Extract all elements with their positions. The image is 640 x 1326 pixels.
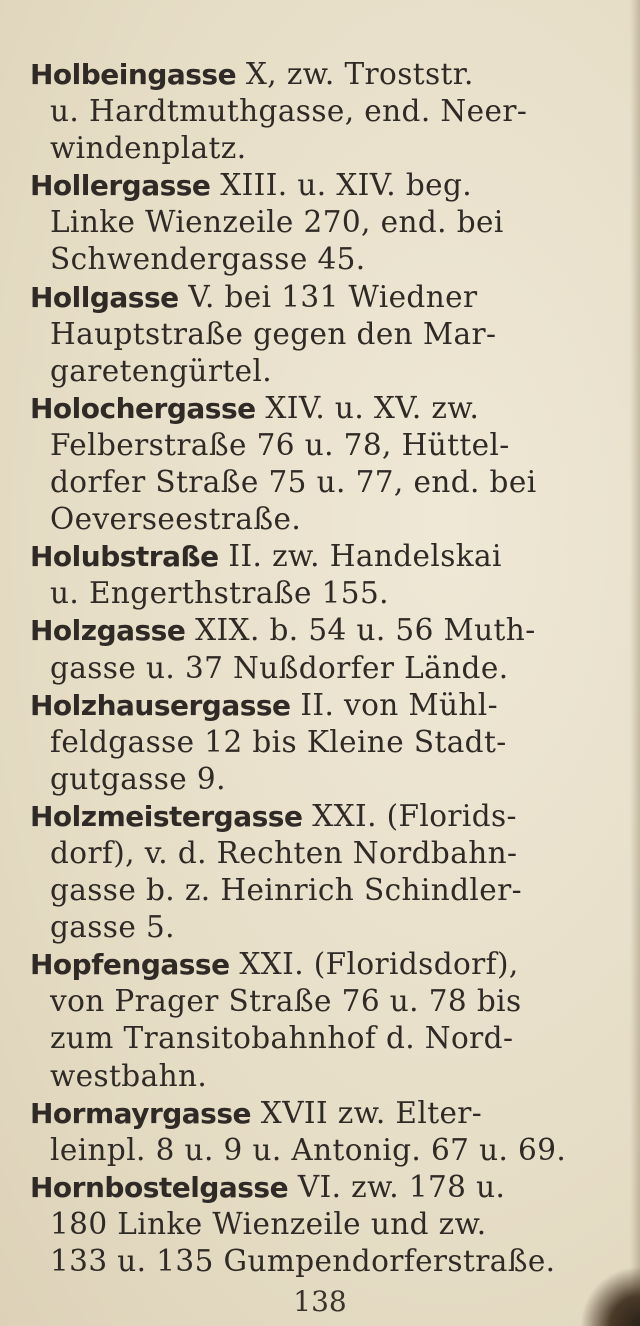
- directory-entry: [30, 687, 615, 798]
- street-name: Holubstraße: [30, 540, 219, 574]
- directory-entry: [30, 798, 615, 946]
- street-name: Hollergasse: [30, 169, 211, 203]
- street-name: Holbeingasse: [30, 58, 237, 91]
- entry-text: XIII. u. XIV. beg.: [210, 168, 473, 203]
- entry-text: Linke Wienzeile 270, end. bei: [50, 205, 504, 240]
- entry-text: XIV. u. XV. zw.: [255, 390, 480, 425]
- entry-text: XVII zw. Elter-: [251, 1095, 483, 1130]
- entry-text: gasse u. 37 Nußdorfer Lände.: [50, 650, 509, 685]
- page-edge-shadow: [630, 0, 640, 1326]
- entry-text: VI. zw. 178 u.: [288, 1169, 506, 1204]
- entry-text: X, zw. Troststr.: [236, 57, 474, 91]
- street-name: Hollgasse: [30, 280, 179, 314]
- entry-text: leinpl. 8 u. 9 u. Antonig. 67 u. 69.: [50, 1132, 567, 1167]
- entry-text: gasse 5.: [50, 910, 175, 945]
- street-name: Holochergasse: [30, 391, 256, 425]
- entry-text: II. von Mühl-: [290, 687, 499, 722]
- entry-text: windenplatz.: [50, 131, 247, 166]
- directory-entry: [30, 390, 615, 538]
- entry-text: XXI. (Florids-: [302, 798, 517, 833]
- street-name: Holzhausergasse: [30, 688, 291, 722]
- entry-text: Schwendergasse 45.: [50, 242, 366, 277]
- entry-text: dorf), v. d. Rechten Nordbahn-: [50, 835, 518, 870]
- entry-text: gasse b. z. Heinrich Schindler-: [50, 873, 522, 908]
- directory-entry: [30, 1169, 615, 1280]
- entry-text: zum Transitobahnhof d. Nord-: [50, 1021, 514, 1056]
- page-number: 138: [293, 1285, 347, 1318]
- entry-text: u. Hardtmuthgasse, end. Neer-: [50, 94, 528, 129]
- entry-text: 180 Linke Wienzeile und zw.: [50, 1206, 487, 1241]
- entry-text: V. bei 131 Wiedner: [178, 279, 478, 314]
- entry-text: feldgasse 12 bis Kleine Stadt-: [50, 724, 507, 759]
- directory-entry: [30, 167, 615, 278]
- directory-entry: [30, 538, 615, 612]
- entry-text: gutgasse 9.: [50, 761, 226, 796]
- street-name: Hornbostelgasse: [30, 1170, 289, 1204]
- directory-entry: [30, 279, 615, 390]
- entry-text: Oeverseestraße.: [50, 502, 302, 537]
- page-corner-shadow: [580, 1266, 640, 1326]
- entry-text: Hauptstraße gegen den Mar-: [50, 316, 497, 351]
- directory-entry: [30, 946, 615, 1094]
- entry-text: Felberstraße 76 u. 78, Hüttel-: [50, 427, 510, 462]
- entry-text: von Prager Straße 76 u. 78 bis: [50, 984, 522, 1019]
- directory-entry: [30, 612, 615, 686]
- street-directory: [30, 56, 615, 1280]
- entry-text: II. zw. Handelskai: [218, 539, 502, 574]
- directory-entry: [30, 1095, 615, 1169]
- entry-text: westbahn.: [50, 1058, 208, 1093]
- entry-text: garetengürtel.: [50, 353, 273, 388]
- entry-text: u. Engerthstraße 155.: [50, 576, 389, 611]
- entry-text: dorfer Straße 75 u. 77, end. bei: [50, 465, 537, 500]
- directory-entry: [30, 56, 615, 167]
- street-name: Holzgasse: [30, 614, 186, 648]
- entry-text: 133 u. 135 Gumpendorferstraße.: [50, 1244, 556, 1278]
- entry-text: XIX. b. 54 u. 56 Muth-: [185, 613, 536, 648]
- entry-text: XXI. (Floridsdorf),: [229, 947, 519, 982]
- street-name: Hormayrgasse: [30, 1096, 252, 1130]
- street-name: Hopfengasse: [30, 948, 230, 982]
- street-name: Holzmeistergasse: [30, 799, 303, 833]
